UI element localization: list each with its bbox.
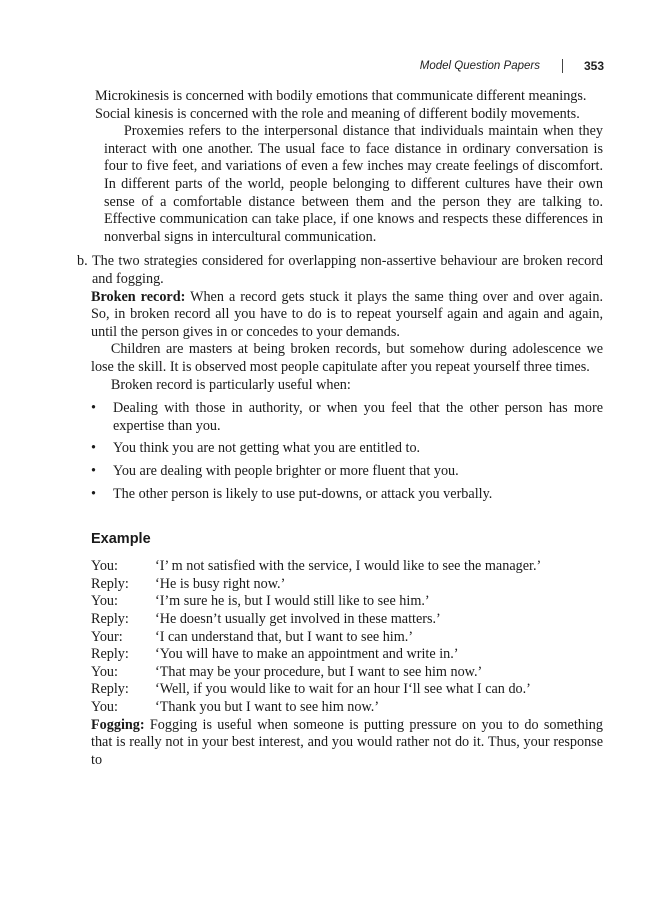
useful-when-paragraph: Broken record is particularly useful when: <box>110 376 351 393</box>
dialogue-row <box>91 611 603 629</box>
bullet-icon: • <box>91 400 96 417</box>
dialogue-line: ‘Thank you but I want to see him now.’ <box>155 698 380 715</box>
bullet-list <box>91 400 603 504</box>
dialogue-speaker: You: <box>91 698 118 715</box>
dialogue-row <box>91 576 603 594</box>
microkinesis-paragraph: Microkinesis is concerned with bodily emotions that communicate different meanings. <box>95 88 587 104</box>
proxemics-paragraph: Proxemies refers to the interpersonal distance that individuals maintain when they interact with one another. The usual face to face distance in ordinary conversation is four to five feet, and variations of even a few inches may create feelings of discomfort. In different parts of the world, people belonging to different cultures have their own sense of a comfortable distance between them and the person they are talking to. Effective communication can take place, if one knows and respects these differences in nonverbal signs in intercultural communication. <box>104 123 603 245</box>
example-dialogue <box>91 558 603 716</box>
item-b-text: The two strategies considered for overlapping non-assertive behaviour are broken record and fogging. <box>92 253 603 287</box>
dialogue-row <box>91 664 603 682</box>
dialogue-line: ‘He doesn’t usually get involved in these matters.’ <box>155 611 441 627</box>
dialogue-row <box>91 646 603 664</box>
fogging-term: Fogging: <box>91 716 145 733</box>
bullet-text: You are dealing with people brighter or more fluent that you. <box>113 463 459 480</box>
dialogue-speaker: Reply: <box>91 681 129 698</box>
dialogue-line: ‘He is busy right now.’ <box>155 575 286 592</box>
broken-record-term: Broken record: <box>91 288 186 305</box>
dialogue-line: ‘I’ m not satisfied with the service, I would like to see the manager.’ <box>155 558 542 575</box>
dialogue-speaker: You: <box>91 558 118 575</box>
fogging-paragraph <box>91 717 603 770</box>
example-heading: Example <box>91 530 151 547</box>
page-body <box>77 88 603 769</box>
bullet-text: Dealing with those in authority, or when you feel that the other person has more expertise than you. <box>113 400 603 434</box>
dialogue-speaker: Reply: <box>91 575 129 592</box>
running-title: Model Question Papers <box>419 60 540 72</box>
children-paragraph: Children are masters at being broken records, but somehow during adolescence we lose the skill. It is observed most people capitulate after you repeat yourself three times. <box>91 341 603 375</box>
bullet-item <box>91 463 603 481</box>
bullet-icon: • <box>91 440 96 457</box>
social-kinesis-paragraph: Social kinesis is concerned with the role and meaning of different bodily movements. <box>95 105 580 122</box>
dialogue-speaker: Your: <box>91 628 123 645</box>
list-item-b <box>77 253 603 288</box>
fogging-definition: Fogging is useful when someone is putting pressure on you to do something that is really not in your best interest, and you would rather not do it. Thus, your response to <box>91 716 603 768</box>
dialogue-speaker: Reply: <box>91 646 129 663</box>
bullet-icon: • <box>91 463 96 480</box>
bullet-text: The other person is likely to use put-downs, or attack you verbally. <box>113 486 493 503</box>
dialogue-line: ‘That may be your procedure, but I want to see him now.’ <box>155 663 483 680</box>
broken-record-definition: When a record gets stuck it plays the same thing over and over again. So, in broken record all you have to do is to repeat yourself again and again and again, until the person gives in or concedes to your demands. <box>91 288 603 340</box>
dialogue-row <box>91 629 603 647</box>
header-divider <box>562 59 563 73</box>
dialogue-line: ‘Well, if you would like to wait for an hour I‘ll see what I can do.’ <box>155 681 531 698</box>
dialogue-row <box>91 699 603 717</box>
broken-record-paragraph <box>91 289 603 342</box>
dialogue-row <box>91 681 603 699</box>
bullet-item <box>91 440 603 458</box>
bullet-text: You think you are not getting what you are entitled to. <box>113 440 421 457</box>
item-marker: b. <box>77 253 88 270</box>
bullet-icon: • <box>91 486 96 503</box>
dialogue-line: ‘I can understand that, but I want to see him.’ <box>155 628 414 645</box>
dialogue-speaker: You: <box>91 593 118 610</box>
dialogue-row <box>91 558 603 576</box>
dialogue-speaker: You: <box>91 663 118 680</box>
bullet-item <box>91 400 603 435</box>
dialogue-row <box>91 593 603 611</box>
page-number: 353 <box>583 59 604 73</box>
running-header <box>420 59 604 73</box>
dialogue-speaker: Reply: <box>91 611 129 627</box>
dialogue-line: ‘You will have to make an appointment and write in.’ <box>155 646 459 663</box>
dialogue-line: ‘I’m sure he is, but I would still like to see him.’ <box>155 593 430 610</box>
bullet-item <box>91 486 603 504</box>
